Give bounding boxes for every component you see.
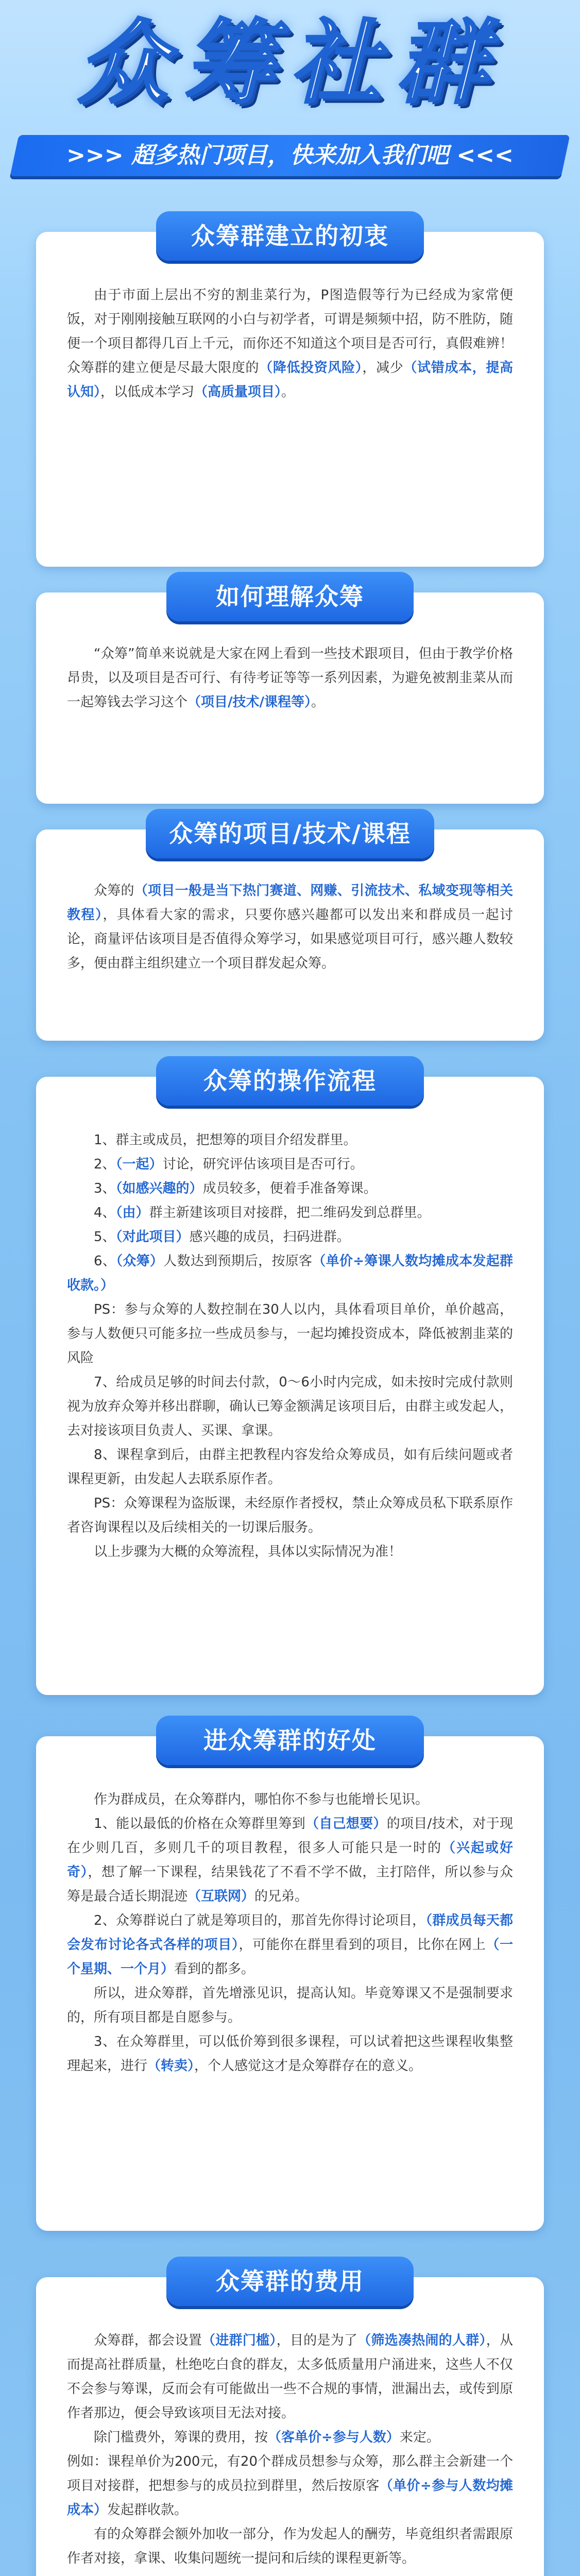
paragraph [67,283,513,404]
body-text: 的兄弟。 [254,1889,309,1904]
highlight-text: （项目一般是当下热门赛道、网赚、引流技术、私域变现等相关教程） [67,883,513,923]
body-text: 3、 [94,1181,116,1196]
body-text: 作为群成员，在众筹群内，哪怕你不参与也能增长见识。 [94,1792,429,1807]
body-text: 的项目/技术，对于现在少则几百，多则几千的项目教程，很多人可能只是一时的 [67,1816,513,1856]
body-text: 所以，进众筹群，首先增涨见识，提高认知。毕竟筹课又不是强制要求的，所有项目都是自愿参与。 [67,1986,513,2025]
body-text: ，目的是为了 [276,2333,358,2348]
body-text: 7、给成员足够的时间去付款，0～6小时内完成，如未按时完成付款则视为放弃众筹并移出群聊，确认已筹金额满足该项目后，由群主或发起人，去对接该项目负责人、买课、拿课。 [67,1375,513,1438]
section-title: 进众筹群的好处 [203,1726,377,1754]
highlight-text: （如感兴趣的） [115,1181,203,1196]
paragraph [67,1540,513,1564]
section-body [67,642,513,715]
body-text: 发起群收款。 [107,2502,188,2518]
paragraph [67,1788,513,1812]
section-body [67,1128,513,1564]
section-title-badge [156,1056,424,1106]
highlight-text: （兴起或好奇） [67,1840,513,1880]
body-text: ，减少 [362,360,404,376]
paragraph [67,1201,513,1225]
paragraph [67,1981,513,2030]
section-projects [36,820,544,1041]
highlight-text: （群成员每天都会发布讨论各式各样的项目） [67,1913,513,1953]
section-fees [36,2267,544,2576]
body-text: 例如：课程单价为200元，有20个群成员想参与众筹，那么群主会新建一个项目对接群，把想参与的成员拉到群里，然后按原客 [67,2454,513,2494]
body-text: ，想了解一下课程，结果钱花了不看不学不做，主打陪伴，所以参与众筹是最合适长期混迹 [67,1865,513,1904]
body-text: 。 [281,384,295,400]
paragraph [67,2426,513,2450]
section-title: 众筹群建立的初衷 [191,222,389,250]
paragraph [67,2329,513,2426]
body-text: 众筹的 [94,883,134,899]
header [0,0,580,180]
highlight-text: （项目/技术/课程等） [187,694,312,710]
highlight-text: （筛选凑热闹的人群） [357,2333,486,2348]
highlight-text: （一起） [115,1157,163,1172]
section-title: 众筹群的费用 [216,2267,364,2295]
paragraph [67,1128,513,1153]
paragraph [67,1909,513,1981]
body-text: 感兴趣的成员，扫码进群。 [189,1229,350,1245]
body-text: 2、 [94,1157,116,1172]
body-text: 1、能以最低的价格在众筹群里筹到 [94,1816,306,1832]
main-title: 众筹社群 [77,10,502,116]
body-text: 6、 [94,1253,116,1269]
section-title-badge [166,2257,414,2306]
body-text: ，具体看大家的需求，只要你感兴趣都可以发出来和群成员一起讨论，商量评估该项目是否值得众筹学习，如果感觉项目可行，感兴趣人数较多，便由群主组织建立一个项目群发起众筹。 [67,907,513,971]
body-text: “众筹”简单来说就是大家在网上看到一些技术跟项目，但由于教学价格昂贵，以及项目是否可行、有待考证等等一系列因素，为避免被割韭菜从而一起筹钱去学习这个 [67,646,513,710]
highlight-text: （自己想要） [305,1816,387,1832]
highlight-text: （单价÷筹课人数均摊成本发起群收款。） [67,1253,513,1293]
section-benefits [36,1726,544,2231]
body-text: 众筹群，都会设置 [94,2333,202,2348]
body-text: 成员较多，便着手准备筹课。 [202,1181,377,1196]
section-title: 如何理解众筹 [216,583,364,611]
body-text: PS：众筹课程为盗版课，未经原作者授权，禁止众筹成员私下联系原作者咨询课程以及后续相关的一切课后服务。 [67,1496,513,1535]
highlight-text: （众筹） [116,1253,164,1269]
highlight-text: （对此项目） [115,1229,190,1245]
section-process [36,1067,544,1695]
body-text: 除门槛费外，筹课的费用，按 [94,2430,268,2445]
highlight-text: （进群门槛） [202,2333,277,2348]
paragraph [67,2450,513,2522]
body-text: 4、 [94,1205,116,1221]
paragraph [67,1812,513,1909]
body-text: PS：参与众筹的人数控制在30人以内，具体看项目单价，单价越高，参与人数便只可能多拉一些成员参与，一起均摊投资成本，降低被割韭菜的风险 [67,1302,513,1366]
highlight-text: （降低投资风险） [259,360,363,376]
body-text: ，可能你在群里看到的项目，比你在网上 [238,1937,486,1953]
section-title-badge [156,211,424,261]
body-text: 群主新建该项目对接群，把二维码发到总群里。 [149,1205,431,1221]
section-understanding [36,583,544,804]
section-title-badge [156,1716,424,1765]
body-text: ，以低成本学习 [100,384,195,400]
highlight-text: （高质量项目） [194,384,282,400]
body-text: 由于市面上层出不穷的割韭菜行为，P图造假等行为已经成为家常便饭，对于刚刚接触互联网的小白与初学者，可谓是频频中招，防不胜防，随便一个项目都得几百上千元，而你还不知道这个项目是否可行，真假难辨！众筹群的建立便是尽最大限度的 [67,287,513,376]
highlight-text: （试错成本，提高认知） [67,360,513,400]
body-text: ，从而提高社群质量，杜绝吃白食的群友，太多低质量用户涌进来，这些人不仅不会参与筹课，反而会有可能做出一些不合规的事情，泄漏出去，或传到原作者那边，便会导致该项目无法对接。 [67,2333,513,2421]
highlight-text: （转卖） [147,2058,195,2074]
body-text: 2、众筹群说白了就是筹项目的，那首先你得讨论项目， [94,1913,426,1928]
paragraph [67,879,513,976]
section-purpose [36,222,544,567]
section-body [67,2329,513,2571]
paragraph [67,2030,513,2078]
body-text: 5、 [94,1229,116,1245]
paragraph [67,2522,513,2571]
body-text: 3、在众筹群里，可以低价筹到很多课程，可以试着把这些课程收集整理起来，进行 [67,2034,513,2074]
body-text: 8、课程拿到后，由群主把教程内容发给众筹成员，如有后续问题或者课程更新，由发起人去联系原作者。 [67,1447,513,1487]
paragraph [67,1370,513,1443]
body-text: 人数达到预期后，按原客 [163,1253,313,1269]
section-body [67,879,513,976]
paragraph [67,1177,513,1201]
paragraph [67,1298,513,1370]
section-title-badge [166,572,414,621]
body-text: ，个人感觉这才是众筹群存在的意义。 [194,2058,422,2074]
body-text: 来定。 [399,2430,440,2445]
highlight-text: （一个星期、一个月） [67,1937,513,1977]
paragraph [67,1249,513,1298]
section-title: 众筹的项目/技术/课程 [169,820,411,848]
section-title: 众筹的操作流程 [203,1067,377,1095]
section-title-badge [146,809,434,858]
paragraph [67,1225,513,1249]
paragraph [67,1153,513,1177]
section-body [67,283,513,404]
body-text: 1、群主或成员，把想筹的项目介绍发群里。 [94,1132,357,1148]
subtitle-text: >>> 超多热门项目，快来加入我们吧 <<< [66,142,514,168]
paragraph [67,642,513,715]
highlight-text: （互联网） [187,1889,255,1904]
body-text: 有的众筹群会额外加收一部分，作为发起人的酬劳，毕竟组织者需跟原作者对接，拿课、收集问题统一提问和后续的课程更新等。 [67,2527,513,2566]
paragraph [67,1443,513,1492]
highlight-text: （单价÷参与人数均摊成本） [67,2478,513,2518]
section-body [67,1788,513,2078]
highlight-text: （客单价÷参与人数） [268,2430,400,2445]
paragraph [67,1492,513,1540]
highlight-text: （由） [115,1205,149,1221]
body-text: 以上步骤为大概的众筹流程，具体以实际情况为准！ [94,1544,402,1560]
body-text: 看到的都多。 [174,1961,255,1977]
body-text: 。 [311,694,325,710]
body-text: 讨论，研究评估该项目是否可行。 [162,1157,364,1172]
